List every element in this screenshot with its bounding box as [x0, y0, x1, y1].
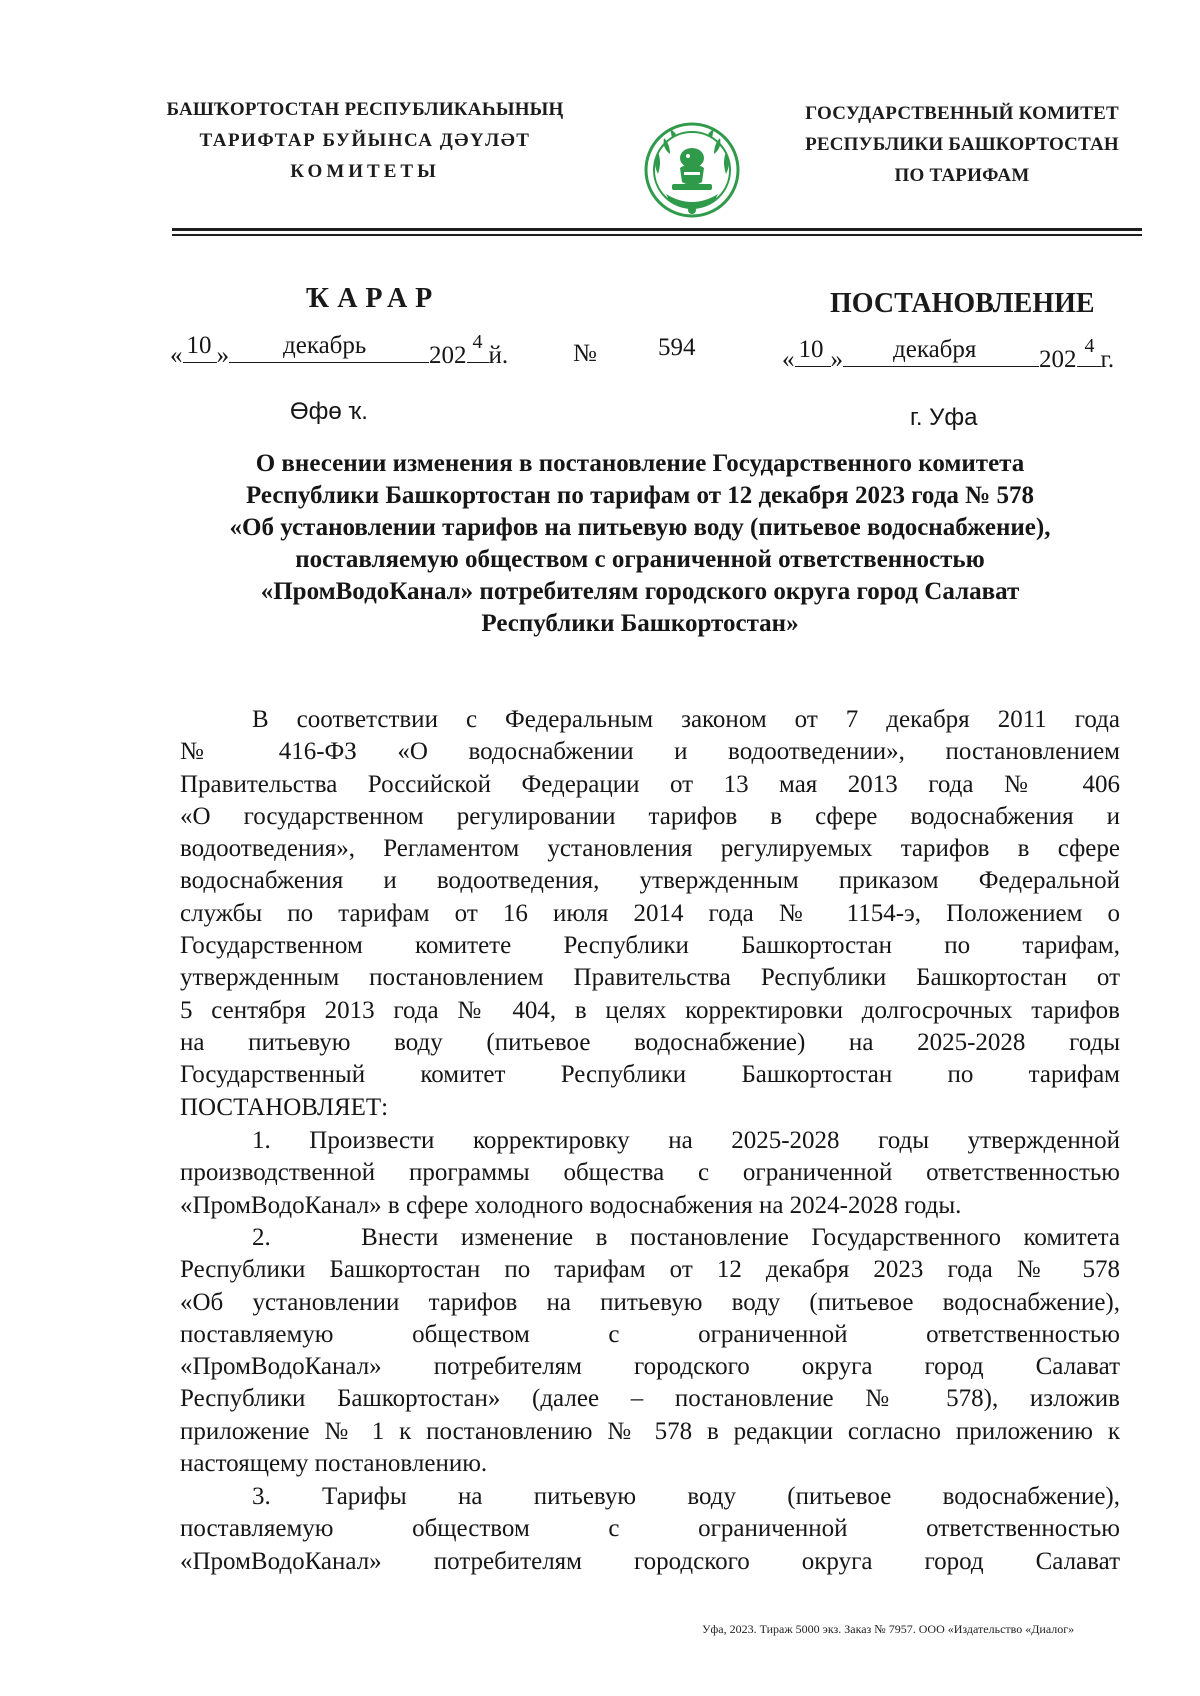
date-ru-year-digit: 4 [1084, 335, 1095, 357]
date-ru-day: 10 [798, 336, 824, 363]
header-right-line: ГОСУДАРСТВЕННЫЙ КОМИТЕТ [805, 103, 1119, 124]
document-title [160, 448, 1120, 640]
header-right-line: РЕСПУБЛИКИ БАШКОРТОСТАН [805, 134, 1119, 155]
item-1-paragraph: 1. Произвести корректировку на 2025-2028 годы утвержденной производственной программы общества с ограниченной ответственностью «ПромВодоКанал» в сфере холодного водоснабжения на 2024-2028 годы. [180, 1127, 1120, 1219]
item-3-paragraph: 3. Тарифы на питьевую воду (питьевое водоснабжение), поставляемую обществом с ограниченной ответственностью «ПромВодоКанал» потребителям городского округа город Салават [180, 1483, 1120, 1575]
title-line: Республики Башкортостан по тарифам от 12 декабря 2023 года № 578 [245, 482, 1034, 509]
date-ba-day: 10 [186, 332, 212, 359]
date-ru-month: декабря [893, 336, 977, 363]
doc-number-sign: № [573, 340, 597, 367]
print-footer: Уфа, 2023. Тираж 5000 экз. Заказ № 7957. ООО «Издательство «Диалог» [702, 1622, 1075, 1636]
title-line: О внесении изменения в постановление Государственного комитета [255, 450, 1025, 477]
title-line: поставляемую обществом с ограниченной ответственностью [295, 546, 985, 573]
date-ba-month: декабрь [283, 332, 367, 359]
item-2-paragraph: 2. Внести изменение в постановление Государственного комитета Республики Башкортостан по тарифам от 12 декабря 2023 года № 578 «Об установлении тарифов на питьевую воду (питьевое водоснабжение), поставляемую обществом с ограниченной ответственностью «ПромВодоКанал» потребителям городского округа город Салават Республики Башкортостан» (далее – постановление № 578), изложив приложение № 1 к постановлению № 578 в редакции согласно приложению к настоящему постановлению. [180, 1224, 1120, 1478]
doc-type-ru: ПОСТАНОВЛЕНИЕ [830, 288, 1095, 319]
header-right-line: ПО ТАРИФАМ [894, 165, 1030, 186]
date-ru: « 10 » декабря 202 4 г. [782, 335, 1115, 373]
preamble-paragraph: В соответствии с Федеральным законом от 7 декабря 2011 года № 416-ФЗ «О водоснабжении и водоотведении», постановлением Правительства Российской Федерации от 13 мая 2013 года № 406 «О государственном регулировании тарифов в сфере водоснабжения и водоотведения», Регламентом установления регулируемых тарифов в сфере водоснабжения и водоотведения, утвержденным приказом Федеральной службы по тарифам от 16 июля 2014 года № 1154-э, Положением о Государственном комитете Республики Башкортостан по тарифам, утвержденным постановлением Правительства Республики Башкортостан от 5 сентября 2013 года № 404, в целях корректировки долгосрочных тарифов на питьевую воду (питьевое водоснабжение) на 2025-2028 годы Государственный комитет Республики Башкортостан по тарифам ПОСТАНОВЛЯЕТ: [180, 706, 1120, 1121]
header-left-line: КОМИТЕТЫ [290, 161, 440, 182]
title-line: «Об установлении тарифов на питьевую воду (питьевое водоснабжение), [229, 514, 1051, 541]
place-ba: Өфө ҡ. [290, 398, 368, 425]
place-ru: г. Уфа [910, 404, 978, 431]
date-ba-year-digit: 4 [472, 331, 483, 353]
header-right [782, 98, 1142, 191]
doc-type-ba: ҠАРАР [306, 283, 441, 314]
header-left-line: ТАРИФТАР БУЙЫНСА ДӘҮЛӘТ [199, 130, 531, 151]
header-left [165, 94, 565, 187]
header-left-line: БАШҠОРТОСТАН РЕСПУБЛИКАҺЫНЫҢ [166, 99, 564, 120]
title-line: Республики Башкортостан» [481, 610, 799, 637]
emblem-icon [640, 112, 744, 230]
header-divider [172, 228, 1142, 238]
doc-number: 594 [658, 334, 696, 361]
title-line: «ПромВодоКанал» потребителям городского округа город Салават [260, 578, 1020, 605]
date-ba: « 10 » декабрь 202 4 й. [170, 331, 509, 369]
